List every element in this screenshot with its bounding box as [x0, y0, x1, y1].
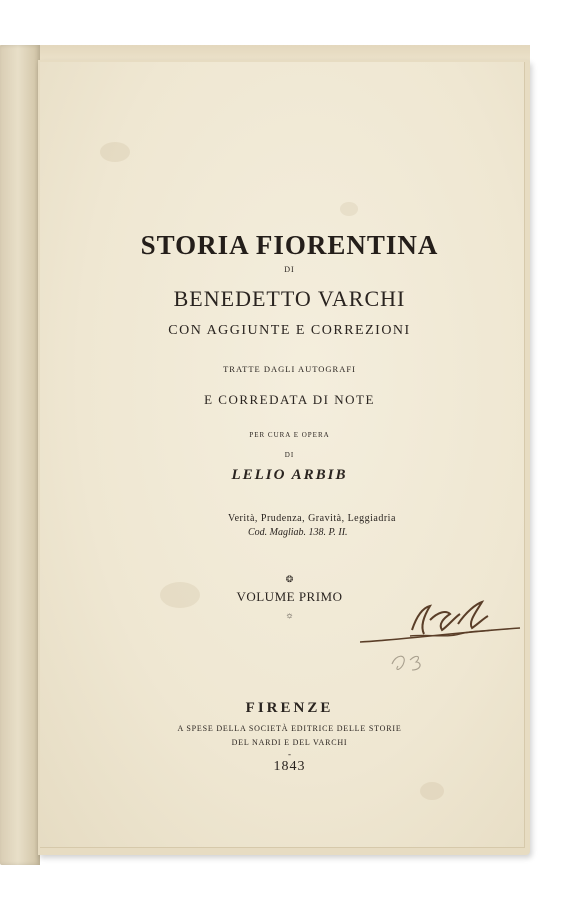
foxing-spot	[340, 202, 358, 216]
imprint-dash: -	[288, 749, 291, 759]
by-word-2: DI	[284, 451, 295, 459]
publisher-line-2: DEL NARDI E DEL VARCHI	[231, 738, 348, 747]
ornament-bottom: ☼	[285, 610, 294, 620]
editor-name: LELIO ARBIB	[231, 467, 348, 483]
notes-line: E CORREDATA DI NOTE	[204, 392, 375, 407]
title-page	[40, 62, 525, 848]
epigraph-source: Cod. Magliab. 138. P. II.	[248, 527, 348, 538]
foxing-spot	[100, 142, 130, 162]
volume-label: VOLUME PRIMO	[236, 589, 343, 604]
foxing-spot	[420, 782, 444, 800]
by-word: DI	[284, 265, 295, 274]
imprint-city: FIRENZE	[245, 700, 334, 716]
author-name: BENEDETTO VARCHI	[173, 286, 406, 311]
publisher-line-1: A SPESE DELLA SOCIETÀ EDITRICE DELLE STORIE	[177, 724, 402, 733]
ornament-top: ❂	[285, 574, 294, 584]
source-note: TRATTE DAGLI AUTOGRAFI	[223, 364, 356, 374]
subtitle: CON AGGIUNTE E CORREZIONI	[168, 323, 411, 338]
imprint-year: 1843	[273, 759, 306, 774]
epigraph: Verità, Prudenza, Gravità, Leggiadria	[228, 513, 396, 524]
edited-by-label: PER CURA E OPERA	[249, 431, 330, 439]
handwritten-signature	[350, 590, 525, 680]
book-title: STORIA FIORENTINA	[140, 230, 439, 260]
